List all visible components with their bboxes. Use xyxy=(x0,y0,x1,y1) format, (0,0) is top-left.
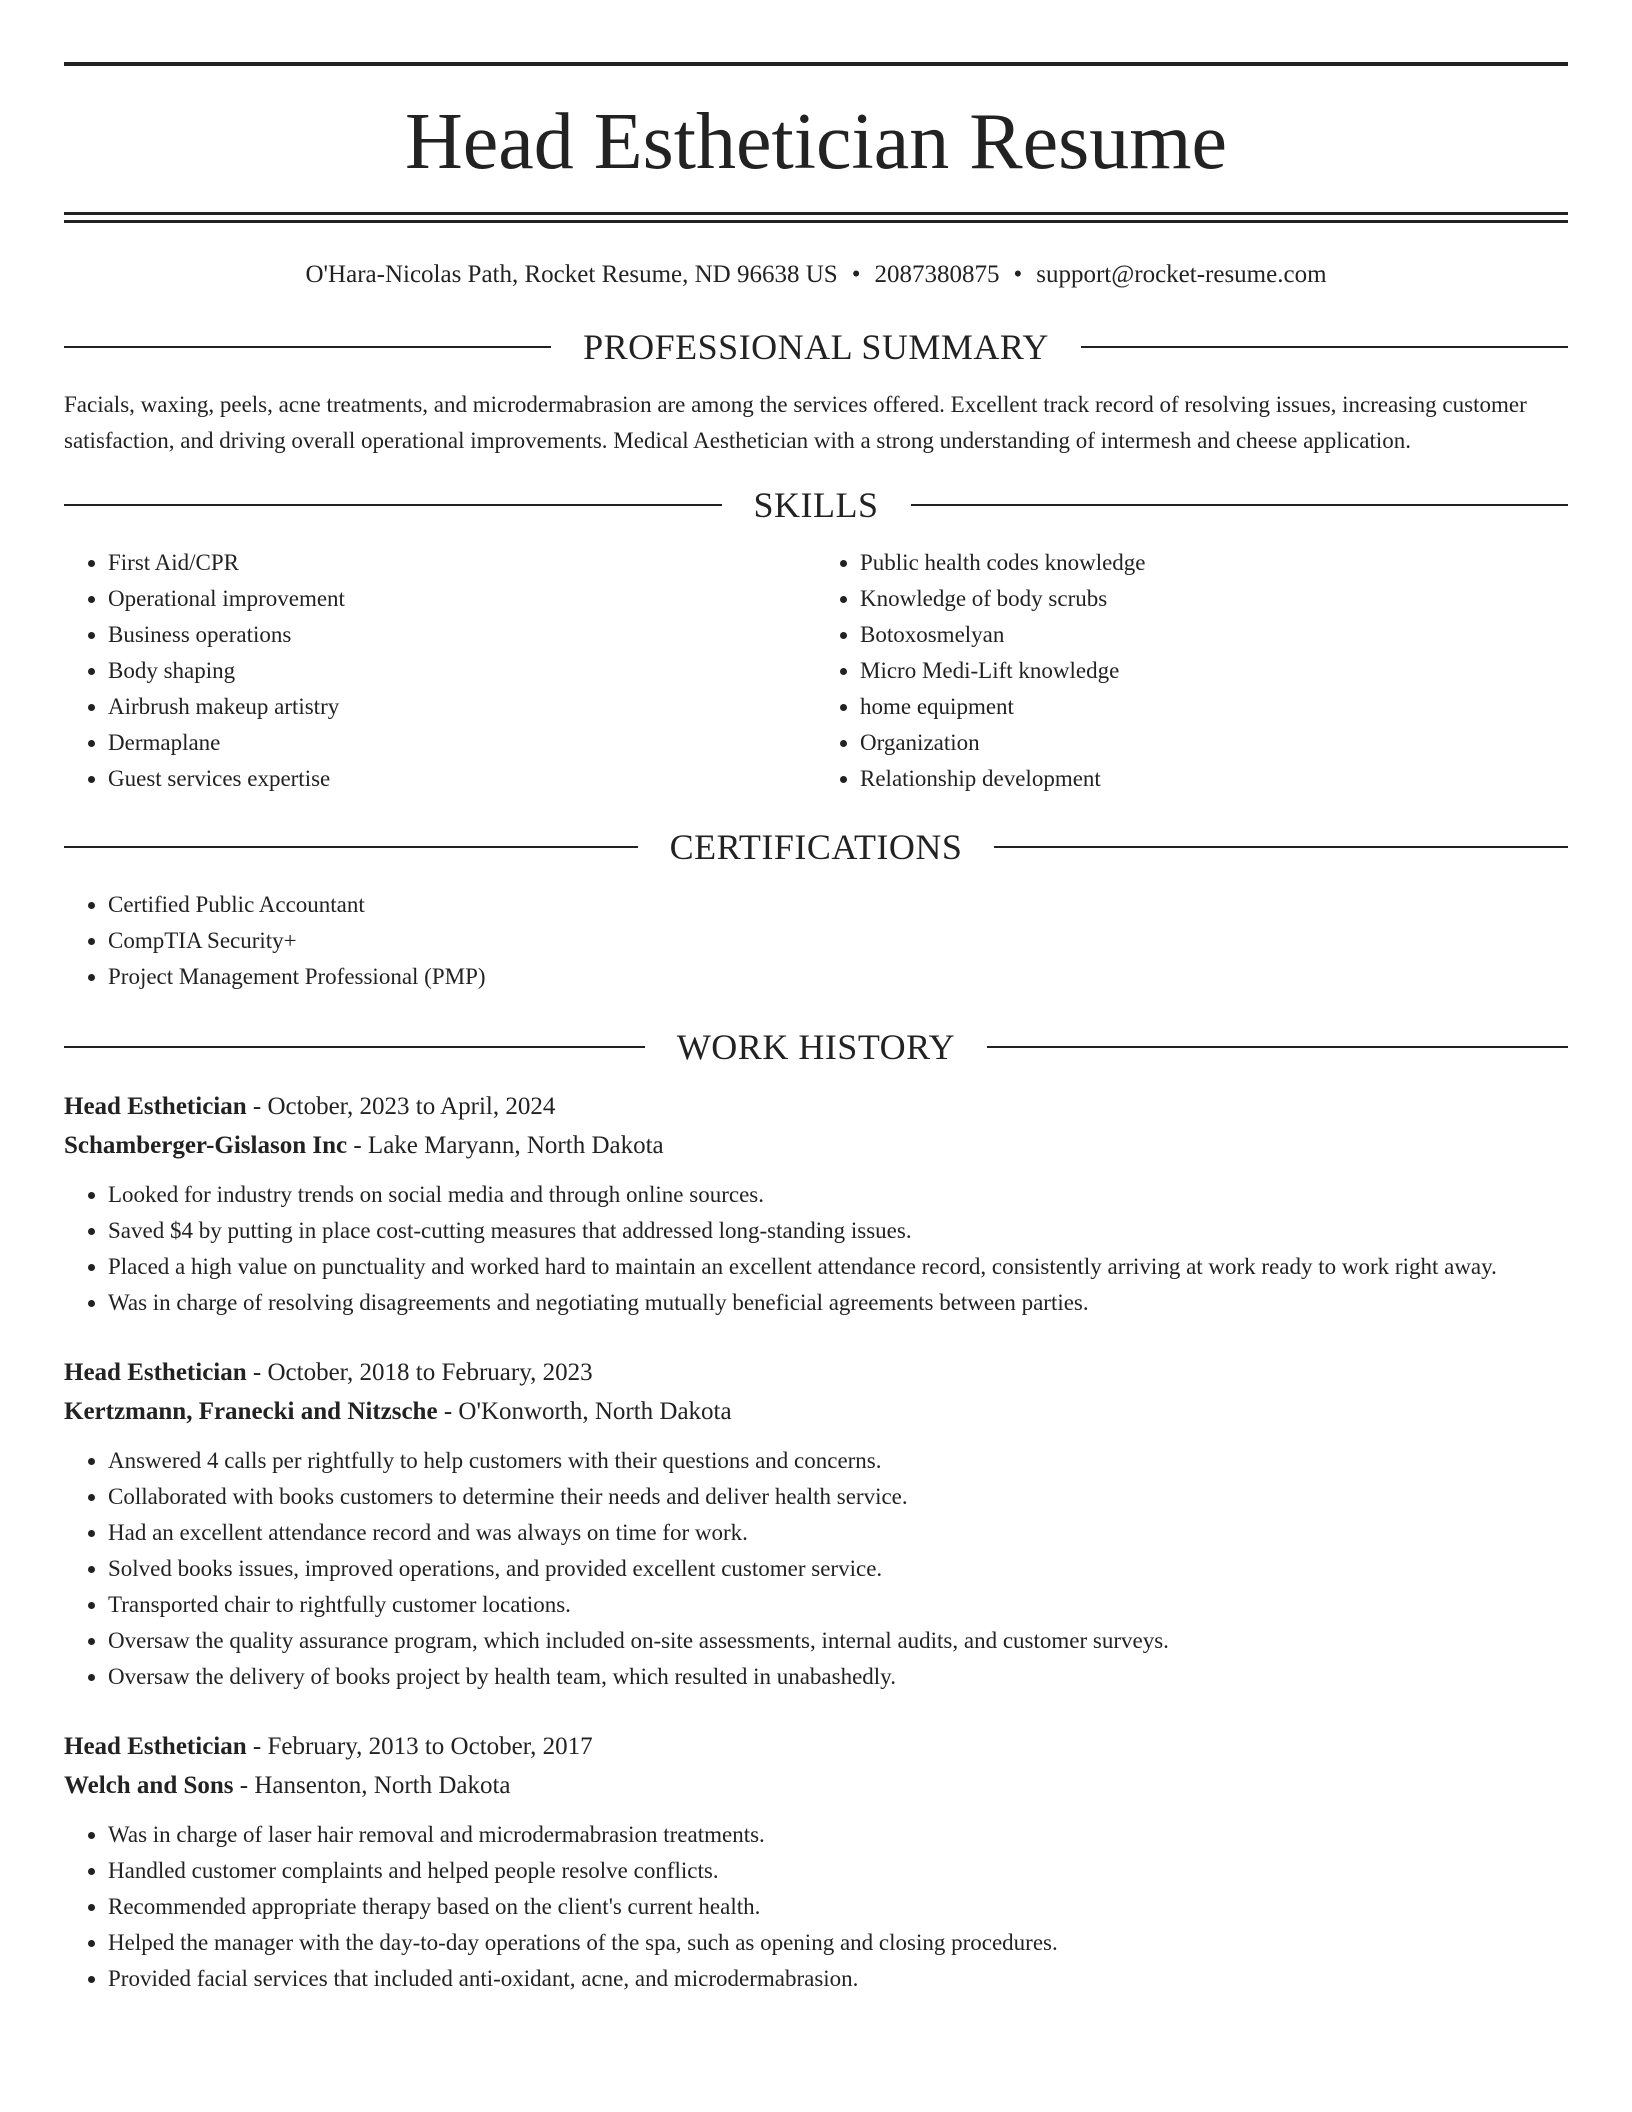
certification-item: • Certified Public Accountant xyxy=(108,887,1568,923)
skill-item: • Public health codes knowledge xyxy=(860,545,1568,581)
contact-line xyxy=(64,261,1568,289)
heading-rule-right xyxy=(987,1046,1568,1048)
job-bullet: • Transported chair to rightfully customer locations. xyxy=(108,1587,1568,1623)
skill-item: • Business operations xyxy=(108,617,816,653)
job-location: - Hansenton, North Dakota xyxy=(233,1772,511,1799)
skill-item: • Micro Medi-Lift knowledge xyxy=(860,653,1568,689)
certifications-heading-label: CERTIFICATIONS xyxy=(669,827,963,867)
top-rule xyxy=(64,62,1568,66)
heading-rule-left xyxy=(64,1046,645,1048)
skill-item: • Guest services expertise xyxy=(108,761,816,797)
certification-item: • CompTIA Security+ xyxy=(108,923,1568,959)
contact-address: O'Hara-Nicolas Path, Rocket Resume, ND 96638 US xyxy=(305,261,838,288)
job-entry xyxy=(64,1727,1568,1997)
skill-item: • Botoxosmelyan xyxy=(860,617,1568,653)
skills-heading-label: SKILLS xyxy=(753,485,879,525)
skills-columns xyxy=(64,545,1568,797)
job-title-line xyxy=(64,1727,1568,1766)
skills-heading xyxy=(64,487,1568,523)
job-bullet: • Collaborated with books customers to determine their needs and deliver health service. xyxy=(108,1479,1568,1515)
job-company-line xyxy=(64,1126,1568,1165)
heading-rule-right xyxy=(911,504,1569,506)
job-title: Head Esthetician xyxy=(64,1093,247,1120)
work-history-heading-label: WORK HISTORY xyxy=(676,1027,956,1067)
job-company: Kertzmann, Franecki and Nitzsche xyxy=(64,1398,438,1425)
skill-item: • First Aid/CPR xyxy=(108,545,816,581)
skill-item: • home equipment xyxy=(860,689,1568,725)
job-bullet: • Saved $4 by putting in place cost-cutting measures that addressed long-standing issues. xyxy=(108,1213,1568,1249)
skill-item: • Body shaping xyxy=(108,653,816,689)
summary-heading xyxy=(64,329,1568,365)
job-entry xyxy=(64,1353,1568,1695)
skill-item: • Airbrush makeup artistry xyxy=(108,689,816,725)
skill-item: • Dermaplane xyxy=(108,725,816,761)
job-company-line xyxy=(64,1766,1568,1805)
job-bullet: • Was in charge of resolving disagreements and negotiating mutually beneficial agreements between parties. xyxy=(108,1285,1568,1321)
job-bullets xyxy=(64,1177,1568,1321)
job-bullet: • Answered 4 calls per rightfully to help customers with their questions and concerns. xyxy=(108,1443,1568,1479)
job-bullet: • Helped the manager with the day-to-day operations of the spa, such as opening and closing procedures. xyxy=(108,1925,1568,1961)
job-bullets xyxy=(64,1443,1568,1695)
skill-item: • Relationship development xyxy=(860,761,1568,797)
contact-phone: 2087380875 xyxy=(874,261,1000,288)
skill-item: • Organization xyxy=(860,725,1568,761)
job-bullet: • Recommended appropriate therapy based on the client's current health. xyxy=(108,1889,1568,1925)
heading-rule-right xyxy=(994,846,1568,848)
title-double-rule xyxy=(64,212,1568,223)
job-bullet: • Had an excellent attendance record and was always on time for work. xyxy=(108,1515,1568,1551)
job-bullet: • Provided facial services that included anti-oxidant, acne, and microdermabrasion. xyxy=(108,1961,1568,1997)
page-title: Head Esthetician Resume xyxy=(405,98,1227,186)
job-bullet: • Oversaw the quality assurance program, which included on-site assessments, internal audits, and customer surveys. xyxy=(108,1623,1568,1659)
job-bullets xyxy=(64,1817,1568,1997)
contact-separator: • xyxy=(851,261,861,288)
heading-rule-right xyxy=(1081,346,1568,348)
skills-list-right xyxy=(816,545,1568,797)
certifications-list xyxy=(64,887,1568,995)
job-bullet: • Oversaw the delivery of books project by health team, which resulted in unabashedly. xyxy=(108,1659,1568,1695)
heading-rule-left xyxy=(64,846,638,848)
job-dates: - October, 2023 to April, 2024 xyxy=(246,1093,556,1120)
skill-item: • Knowledge of body scrubs xyxy=(860,581,1568,617)
summary-heading-label: PROFESSIONAL SUMMARY xyxy=(583,327,1049,367)
heading-rule-left xyxy=(64,504,722,506)
job-entry xyxy=(64,1087,1568,1321)
job-dates: - February, 2013 to October, 2017 xyxy=(246,1733,593,1760)
job-bullet: • Looked for industry trends on social media and through online sources. xyxy=(108,1177,1568,1213)
skill-item: • Operational improvement xyxy=(108,581,816,617)
heading-rule-left xyxy=(64,346,551,348)
job-title: Head Esthetician xyxy=(64,1359,247,1386)
job-dates: - October, 2018 to February, 2023 xyxy=(246,1359,593,1386)
work-history-heading xyxy=(64,1029,1568,1065)
skills-list-left xyxy=(64,545,816,797)
job-title: Head Esthetician xyxy=(64,1733,247,1760)
job-title-line xyxy=(64,1353,1568,1392)
job-company: Welch and Sons xyxy=(64,1772,234,1799)
job-title-line xyxy=(64,1087,1568,1126)
job-location: - Lake Maryann, North Dakota xyxy=(347,1132,664,1159)
job-company: Schamberger-Gislason Inc xyxy=(64,1132,348,1159)
certification-item: • Project Management Professional (PMP) xyxy=(108,959,1568,995)
certifications-heading xyxy=(64,829,1568,865)
job-location: - O'Konworth, North Dakota xyxy=(437,1398,732,1425)
job-bullet: • Placed a high value on punctuality and worked hard to maintain an excellent attendance record, consistently arriving at work ready to work right away. xyxy=(108,1249,1568,1285)
job-bullet: • Solved books issues, improved operations, and provided excellent customer service. xyxy=(108,1551,1568,1587)
job-bullet: • Was in charge of laser hair removal and microdermabrasion treatments. xyxy=(108,1817,1568,1853)
contact-email: support@rocket-resume.com xyxy=(1036,261,1327,288)
job-company-line xyxy=(64,1392,1568,1431)
contact-separator: • xyxy=(1013,261,1023,288)
summary-text: Facials, waxing, peels, acne treatments, and microdermabrasion are among the services offered. Excellent track record of resolving issues, increasing customer satisfaction, and driving overall operational improvements. Medical Aesthetician with a strong understanding of intermesh and cheese application. xyxy=(64,392,1527,453)
job-bullet: • Handled customer complaints and helped people resolve conflicts. xyxy=(108,1853,1568,1889)
